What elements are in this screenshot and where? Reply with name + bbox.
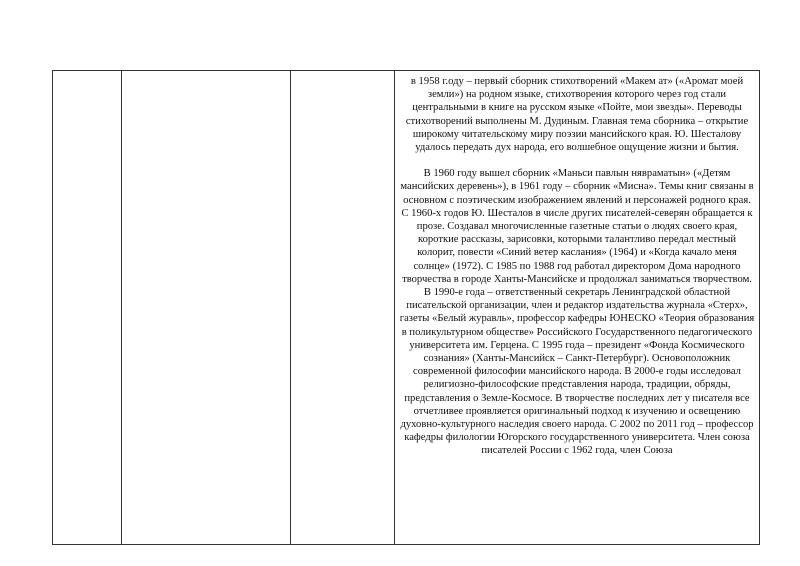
document-table — [52, 70, 760, 545]
empty-cell-3 — [291, 71, 395, 545]
biography-text-cell — [395, 71, 760, 545]
paragraph-career: В 1960 году вышел сборник «Маньси павлын нявраматын» («Детям мансийских деревень»), в 1961 году – сборник «Мисна». Темы книг связаны в основном с поэтическим изображением явлений и персонажей родного края. С 1960-х годов Ю. Шесталов в числе других писателей-северян обращается к прозе. Создавал многочисленные газетные статьи о людях своего края, короткие рассказы, зарисовки, которыми талантливо передал местный колорит, повести «Синий ветер каслания» (1964) и «Когда качало меня солнце» (1972). С 1985 по 1988 год работал директором Дома народного творчества в городе Ханты-Мансийске и продолжал заниматься творчеством. В 1990-е года – ответственный секретарь Ленинградской областной писательской организации, член и редактор издательства журнала «Стерх», газеты «Белый журавль», профессор кафедры ЮНЕСКО «Теория образования в поликультурном обществе» Российского Государственного педагогического университета им. Герцена. С 1995 года – президент «Фонда Космического сознания» (Ханты-Мансийск – Санкт-Петербург). Основоположник современной философии мансийского народа. В 2000-е годы исследовал религиозно-философские представления народа, традиции, обряды, представления о Земле-Космосе. В творчестве последних лет у писателя все отчетливее проявляется оригинальный подход к изучению и освещению духовно-культурного наследия своего народа. С 2002 по 2011 год – профессор кафедры филологии Югорского государственного университета. Член союза писателей России с 1962 года, член Союза — [399, 168, 755, 457]
empty-cell-1 — [53, 71, 122, 545]
empty-cell-2 — [122, 71, 291, 545]
paragraph-first-collection: в 1958 г.оду – первый сборник стихотворений «Макем ат» («Аромат моей земли») на родном языке, стихотворения которого через год стали центральными в книге на русском языке «Пойте, мои звезды». Переводы стихотворений выполнены М. Дудиным. Главная тема сборника – открытие широкому читательскому миру поэзии мансийского края. Ю. Шесталову удалось передать дух народа, его волшебное ощущение жизни и бытия. — [405, 76, 749, 154]
table-row — [53, 71, 760, 545]
